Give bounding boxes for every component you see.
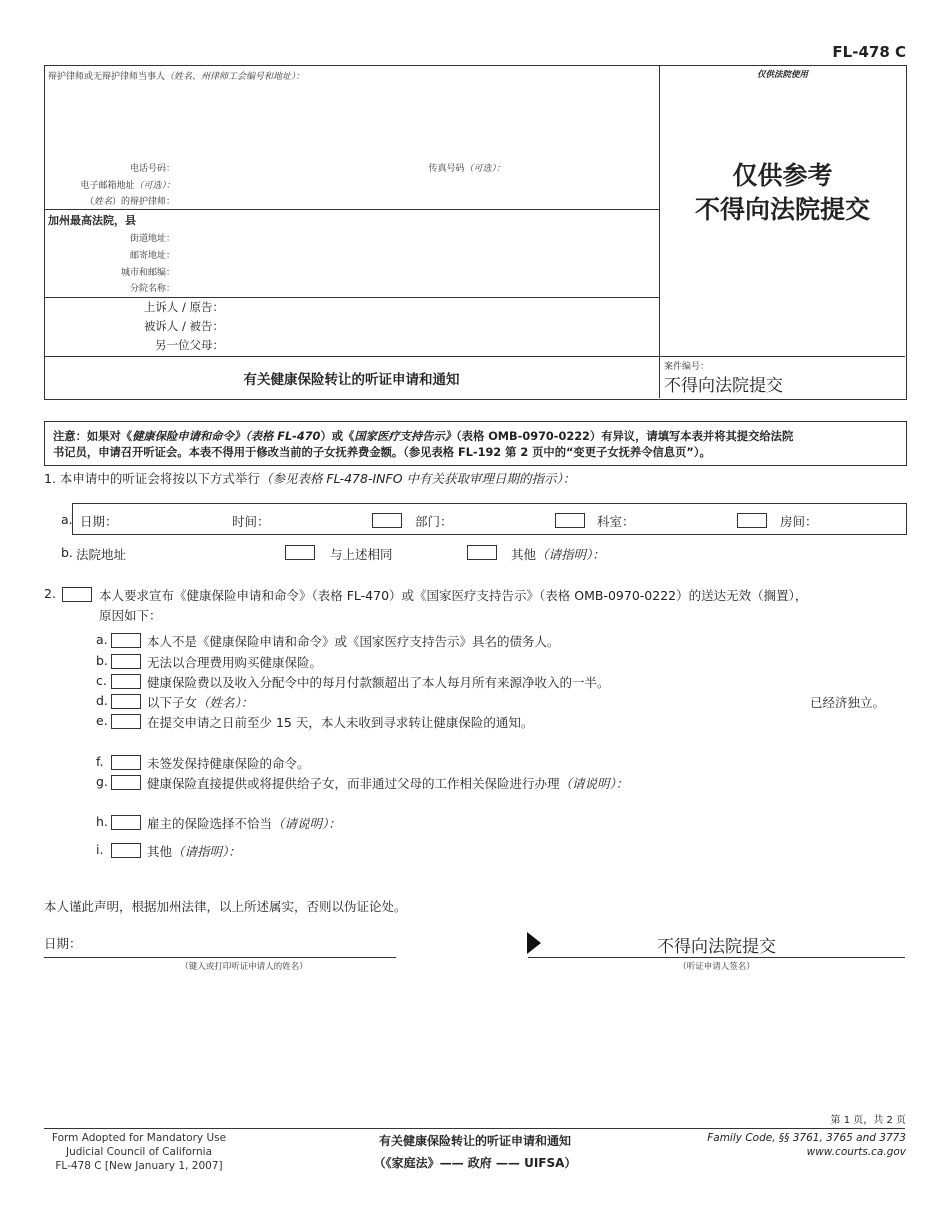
time-field[interactable]: 时间： — [232, 514, 270, 529]
signature-caption: （听证申请人签名） — [678, 962, 755, 972]
dept-field[interactable]: 部门： — [415, 514, 453, 529]
footer-left-2: Judicial Council of California — [65, 1146, 213, 1158]
item1-heading: 1. 本申请中的听证会将按以下方式举行（参见表格 FL-478-INFO 中有关获取审理日期的指示）： — [44, 471, 576, 486]
watermark-line2: 不得向法院提交 — [694, 195, 870, 224]
item2-checkbox[interactable] — [62, 587, 92, 602]
mailing-label: 邮寄地址： — [129, 251, 175, 261]
footer-right-2[interactable]: www.courts.ca.gov — [806, 1146, 906, 1158]
other-address-checkbox[interactable] — [467, 545, 497, 560]
footer-center-2: （《家庭法》—— 政府 —— UIFSA） — [373, 1156, 577, 1170]
item2-text: 本人要求宣布《健康保险申请和命令》（表格 FL-470）或《国家医疗支持告示》（表格 OMB-0970-0222）的送达无效（搁置）， — [99, 588, 808, 603]
footer-right-1: Family Code, §§ 3761, 3765 and 3773 — [707, 1132, 906, 1144]
respondent-label: 被诉人 / 被告： — [143, 319, 224, 333]
form-id: FL-478 C — [832, 43, 906, 61]
fax-label: 传真号码（可选）： — [428, 164, 505, 174]
footer-left-1: Form Adopted for Mandatory Use — [51, 1132, 227, 1144]
date-field[interactable]: 日期： — [80, 514, 118, 529]
name-line[interactable] — [44, 957, 396, 958]
attorney-label: 辩护律师或无辩护律师当事人（姓名、州律师工会编号和地址）： — [48, 72, 305, 82]
page-number: 第 1 页，共 2 页 — [830, 1115, 906, 1126]
option-g-checkbox[interactable] — [111, 775, 141, 790]
signature-value: 不得向法院提交 — [657, 937, 776, 957]
other-address-label: 其他（请指明）： — [511, 547, 605, 562]
same-as-above-label: 与上述相同 — [330, 547, 393, 562]
footer-left-3: FL-478 C [New January 1, 2007] — [55, 1160, 223, 1172]
option-d-text: 以下子女（姓名）： — [147, 695, 254, 710]
case-number-value: 不得向法院提交 — [664, 376, 783, 396]
option-i-checkbox[interactable] — [111, 843, 141, 858]
declaration: 本人谨此声明，根据加州法律，以上所述属实，否则以伪证论处。 — [44, 899, 407, 914]
option-f-checkbox[interactable] — [111, 755, 141, 770]
name-caption: （键入或打印听证申请人的姓名） — [180, 962, 308, 972]
notice-line2: 书记员，申请召开听证会。本表不得用于修改当前的子女抚养费金额。（参见表格 FL-192 第 2 页中的“变更子女抚养令信息页”）。 — [53, 446, 711, 459]
option-e-text: 在提交申请之日前至少 15 天，本人未收到寻求转让健康保险的通知。 — [147, 715, 534, 730]
case-number-label: 案件编号： — [664, 362, 710, 372]
option-i-text: 其他（请指明）： — [147, 844, 241, 859]
option-h-checkbox[interactable] — [111, 815, 141, 830]
court-address-label: 法院地址 — [76, 547, 127, 562]
email-label: 电子邮箱地址（可选）： — [80, 181, 175, 191]
street-label: 街道地址： — [129, 234, 175, 244]
option-a-text: 本人不是《健康保险申请和命令》或《国家医疗支持告示》具名的债务人。 — [147, 634, 560, 649]
room-field[interactable]: 房间： — [780, 514, 818, 529]
city-zip-label: 城市和邮编： — [120, 268, 175, 278]
branch-label: 分院名称： — [129, 284, 175, 294]
dept-checkbox[interactable] — [372, 513, 402, 528]
option-c-checkbox[interactable] — [111, 674, 141, 689]
date-label: 日期： — [44, 936, 82, 951]
room-checkbox[interactable] — [737, 513, 767, 528]
court-use-label: 仅供法院使用 — [756, 70, 808, 80]
option-c-text: 健康保险费以及收入分配令中的每月付款额超出了本人每月所有来源净收入的一半。 — [147, 675, 610, 690]
option-f-text: 未签发保持健康保险的命令。 — [147, 756, 310, 771]
notice-line1: 注意：如果对《健康保险申请和命令》（表格 FL-470）或《国家医疗支持告示》（表格 OMB-0970-0222）有异议，请填写本表并将其提交给法院 — [53, 430, 794, 443]
option-g-text: 健康保险直接提供或将提供给子女，而非通过父母的工作相关保险进行办理（请说明）： — [147, 776, 629, 791]
same-as-above-checkbox[interactable] — [285, 545, 315, 560]
watermark-line1: 仅供参考 — [732, 161, 833, 190]
option-b-checkbox[interactable] — [111, 654, 141, 669]
footer-center-1: 有关健康保险转让的听证申请和通知 — [378, 1134, 571, 1148]
div-field[interactable]: 科室： — [597, 514, 635, 529]
court-title: 加州最高法院，县 — [48, 214, 136, 227]
option-b-text: 无法以合理费用购买健康保险。 — [147, 655, 323, 670]
other-parent-label: 另一位父母： — [155, 338, 224, 352]
form-title: 有关健康保险转让的听证申请和通知 — [243, 372, 460, 388]
signature-line[interactable] — [528, 957, 905, 958]
option-a-checkbox[interactable] — [111, 633, 141, 648]
option-d-trailing: 已经济独立。 — [810, 695, 886, 710]
div-checkbox[interactable] — [555, 513, 585, 528]
option-d-checkbox[interactable] — [111, 694, 141, 709]
item2-text-cont: 原因如下： — [99, 608, 162, 623]
phone-label: 电话号码： — [129, 164, 175, 174]
option-e-checkbox[interactable] — [111, 714, 141, 729]
petitioner-label: 上诉人 / 原告： — [143, 300, 224, 314]
option-h-text: 雇主的保险选择不恰当（请说明）： — [147, 816, 341, 831]
attorney-for-label: （姓名）的辩护律师： — [84, 197, 175, 207]
